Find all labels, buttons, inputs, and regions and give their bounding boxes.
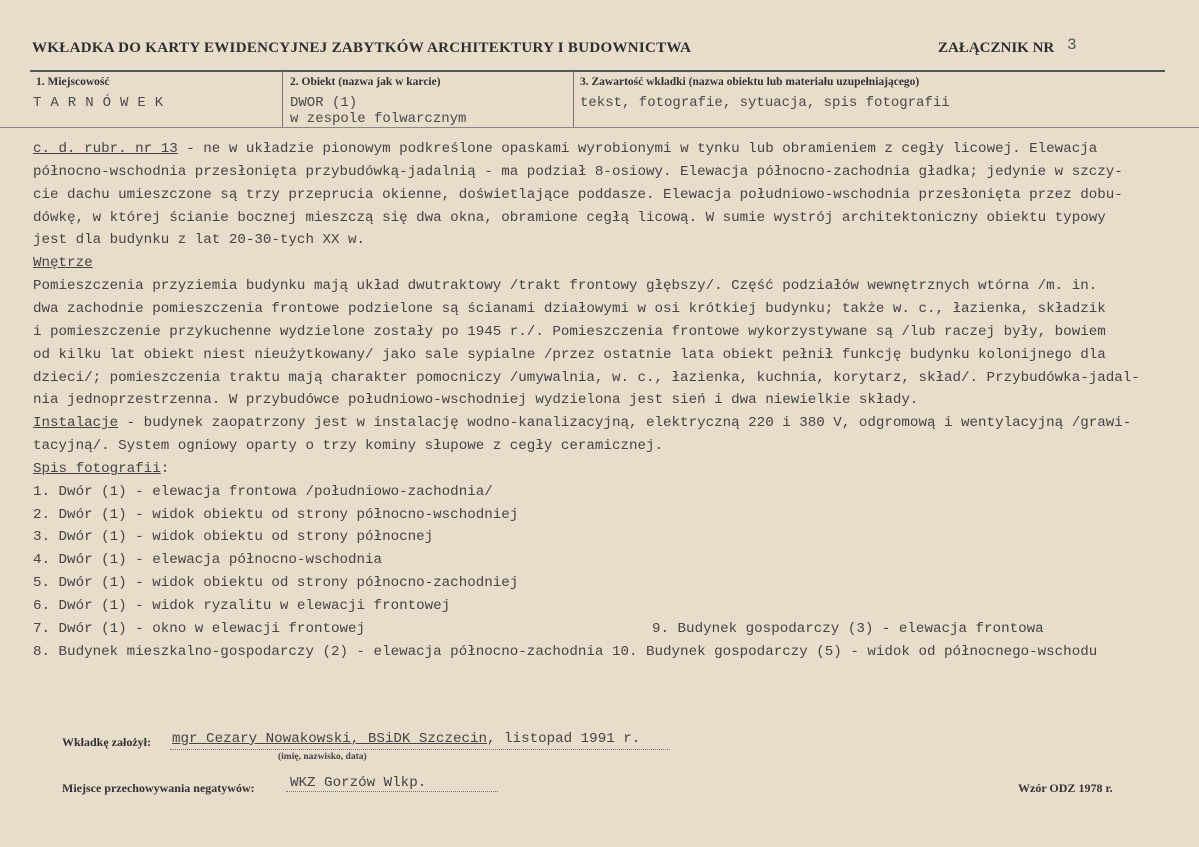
zawartosc-value: tekst, fotografie, sytuacja, spis fotografii — [580, 95, 950, 111]
body-line — [33, 392, 918, 408]
body-heading: c. d. rubr. nr 13 — [33, 141, 178, 157]
body-line — [33, 644, 1097, 660]
body-text-segment: północno-wschodnia przesłonięta przybudówką-jadalnią - ma podział 8-osiowy. Elewacja północno-zachodnia gładka; jedynie w szczy- — [33, 163, 1123, 180]
body-text-segment: nia jednoprzestrzenna. W przybudówce południowo-wschodniej wydzielona jest sień i dwa niewielkie składy. — [33, 392, 919, 409]
body-line — [33, 552, 382, 568]
zawartosc-label: 3. Zawartość wkładki (nazwa obiektu lub materiału uzupełniającego) — [580, 76, 920, 88]
zalozyl-sub-label: (imię, nazwisko, data) — [278, 752, 367, 762]
body-text-segment: Pomieszczenia przyziemia budynku mają układ dwutraktowy /trakt frontowy głębszy/. Część podziałów wewnętrznych wtórna /m. in. — [33, 278, 1098, 295]
obiekt-value-line1: DWOR (1) — [290, 95, 358, 111]
miejscowosc-value: TARNÓWEK — [33, 95, 173, 111]
body-line — [33, 575, 518, 591]
zalozyl-value-date: , listopad 1991 r. — [487, 731, 641, 747]
body-text-segment: 8. Budynek mieszkalno-gospodarczy (2) - elewacja północno-zachodnia 10. Budynek gospodarczy (5) - widok od północnego-wschodu — [33, 643, 1098, 660]
negatywy-dotted-line — [286, 791, 498, 792]
body-line — [33, 415, 1131, 431]
body-line — [33, 187, 1123, 203]
body-text-segment: cie dachu umieszczone są trzy przeprucia okienne, doświetlające poddasze. Elewacja południowo-wschodnia przesłonięta przez dobu- — [33, 186, 1123, 203]
body-line — [33, 598, 450, 614]
body-line — [33, 164, 1123, 180]
body-heading: Instalacje — [33, 415, 119, 432]
negatywy-value: WKZ Gorzów Wlkp. — [290, 775, 427, 791]
body-text-segment: - budynek zaopatrzony jest w instalację wodno-kanalizacyjną, elektryczną 220 i 380 V, odgromową i wentylacyjną /grawi- — [118, 415, 1132, 432]
body-line — [33, 507, 518, 523]
zalozyl-value — [172, 731, 640, 747]
body-line — [33, 347, 1106, 363]
negatywy-label: Miejsce przechowywania negatywów: — [62, 781, 255, 795]
body-text-segment: 5. Dwór (1) - widok obiektu od strony północno-zachodniej — [33, 575, 519, 592]
body-text-segment: 4. Dwór (1) - elewacja północno-wschodnia — [33, 552, 383, 569]
body-heading: Wnętrze — [33, 255, 93, 272]
body-line — [33, 461, 169, 477]
body-text-segment: 7. Dwór (1) - okno w elewacji frontowej — [33, 620, 366, 637]
body-text-segment: 3. Dwór (1) - widok obiektu od strony północnej — [33, 529, 434, 546]
body-text-segment: i pomieszczenie przykuchenne wydzielone zostały po 1945 r./. Pomieszczenia frontowe wykorzystywane są /lub raczej były, bowiem — [33, 323, 1106, 340]
body-text-segment: - ne w układzie pionowym podkreślone opaskami wyrobionymi w tynku lub obramieniem z cegły licowej. Elewacja — [177, 141, 1098, 157]
obiekt-label: 2. Obiekt (nazwa jak w karcie) — [290, 76, 441, 88]
body-text-segment: dwa zachodnie pomieszczenia frontowe podzielone są ścianami działowymi w osi krótkiej budynku; także w. c., łazienka, składzik — [33, 300, 1106, 317]
body-line — [33, 210, 1106, 226]
body-line — [33, 438, 663, 454]
body-heading: Spis fotografii — [33, 460, 161, 477]
zalacznik-number: 3 — [1067, 36, 1077, 54]
body-text-segment: dówkę, w której ścianie bocznej mieszczą się dwa okna, obramione cegłą licową. W sumie wystrój architektoniczny obiektu typowy — [33, 209, 1106, 226]
body-line — [33, 621, 365, 637]
body-text-segment: od kilku lat obiekt niest nieużytkowany/ jako sale sypialne /przez ostatnie lata obiekt pełnił funkcję budynku kolonijnego dla — [33, 346, 1106, 363]
body-text-segment: dzieci/; pomieszczenia traktu mają charakter pomocniczy /umywalnia, w. c., łazienka, kuchnia, korytarz, skład/. Przybudówka-jadal- — [33, 369, 1140, 386]
body-line — [33, 324, 1106, 340]
wzor-label: Wzór ODZ 1978 r. — [1018, 781, 1113, 795]
body-line — [33, 232, 365, 248]
body-text-segment: : — [160, 460, 170, 477]
body-line — [33, 529, 433, 545]
field-divider-2 — [573, 71, 574, 127]
body-text-segment: 2. Dwór (1) - widok obiektu od strony północno-wschodniej — [33, 506, 519, 523]
body-line — [33, 141, 1097, 157]
body-line — [33, 484, 493, 500]
body-text-segment: tacyjną/. System ogniowy oparty o trzy kominy słupowe z cegły ceramicznej. — [33, 438, 664, 455]
photo-list-item-right: 9. Budynek gospodarczy (3) - elewacja frontowa — [652, 620, 1044, 637]
zalozyl-dotted-line — [170, 749, 670, 750]
body-line — [33, 255, 93, 271]
body-line — [33, 278, 1097, 294]
zalozyl-value-author: mgr Cezary Nowakowski, BSiDK Szczecin — [172, 731, 488, 747]
zalozyl-label: Wkładkę założył: — [62, 735, 151, 749]
header-bottom-rule — [0, 127, 1199, 128]
body-text-segment: 6. Dwór (1) - widok ryzalitu w elewacji frontowej — [33, 598, 451, 614]
form-title: WKŁADKA DO KARTY EWIDENCYJNEJ ZABYTKÓW ARCHITEKTURY I BUDOWNICTWA — [32, 40, 692, 56]
obiekt-value-line2: w zespole folwarcznym — [290, 111, 467, 127]
body-line — [33, 370, 1140, 386]
header-top-rule — [30, 70, 1165, 72]
body-line — [33, 301, 1106, 317]
field-divider-1 — [282, 71, 283, 127]
miejscowosc-label: 1. Miejscowość — [36, 76, 110, 88]
body-text-segment: jest dla budynku z lat 20-30-tych XX w. — [33, 232, 366, 249]
zalacznik-label: ZAŁĄCZNIK NR — [938, 40, 1055, 56]
body-text-segment: 1. Dwór (1) - elewacja frontowa /południowo-zachodnia/ — [33, 483, 493, 500]
